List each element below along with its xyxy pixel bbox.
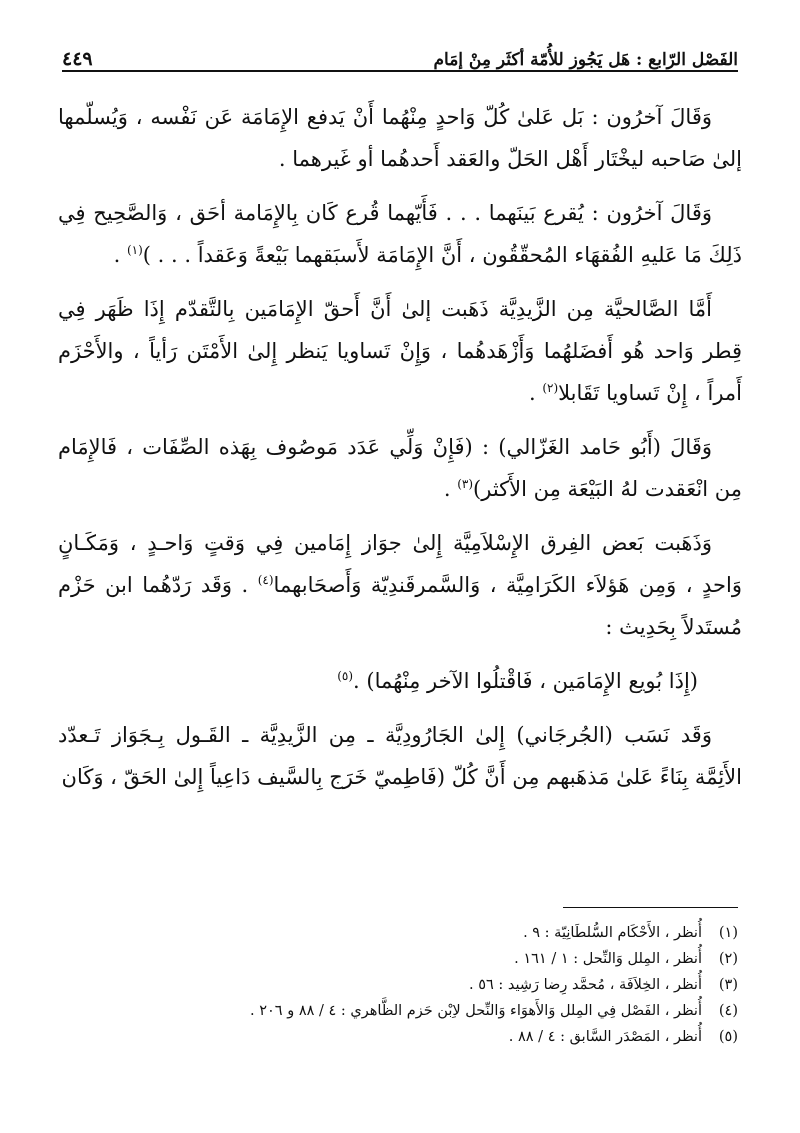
- footnotes: [60, 920, 738, 1050]
- paragraph: وَذَهَبت بَعض الفِرق الإِسْلاَمِيَّة إِلىٰ جوَاز إِمَامين فِي وَقتٍ وَاحـدٍ ، وَمَكَـانٍ وَاحدٍ ، وَمِن هَؤلاَء الكَرَامِيَّة ، وَالسَّمرقَندِيّة وَأَصحَابهما$^{(٤)}$ . وَقَد رَدّهُما ابن حَزْم مُستَدلاً بِحَدِيث :: [58, 531, 742, 639]
- paragraph: وَقَد نَسَب (الجُرجَاني) إِلىٰ الجَارُودِيَّة ـ مِن الزَّيدِيَّة ـ القَـول بِـجَوَاز تَـعدّد الأَئِمَّة بِنَاءً عَلىٰ مَذهَبهم مِن أَنَّ كُلّ (فَاطِميّ خَرَج بِالسَّيف دَاعِياً إِلىٰ الحَقّ ، وَكَان: [58, 723, 742, 789]
- paragraph: وَقَالَ (أَبُو حَامد الغَزّالي) : (فَإِنْ وَلِّي عَدَد مَوصُوف بِهَذه الصِّفَات ، فَالإِمَام مِن انْعَقدت لهُ البَيْعَة مِن الأَكثر)$^{(٣)}$ .: [58, 435, 742, 501]
- footnote: [60, 946, 738, 972]
- paragraph: وَقَالَ آخرُون : يُقرع بَينَهما . . . فَأَيّهما قُرع كَان بِالإِمَامة أحَق ، وَالصَّحِيح فِي ذَلِكَ مَا عَليهِ الفُقهَاء المُحقّقُون ، أَنَّ الإِمَامَة لأَسبَقهما بَيْعةً وَعَقداً . . . )$^{(١)}$ .: [58, 201, 742, 267]
- running-title: الفَصْل الرّابع : هَل يَجُوز للأُمّة أكثَر مِنْ إمَام: [433, 50, 738, 70]
- footnote-marker: (٤): [257, 573, 274, 587]
- footnote-text: أُنظر ، الأَحْكَام السُّلطَانِيّة : ٩ .: [523, 925, 702, 941]
- footnote-text: أُنظر ، المِلل وَالنِّحل : ١ / ١٦١ .: [514, 951, 702, 967]
- footnote-marker: (٣): [457, 477, 474, 491]
- footnote-number: (٢): [718, 951, 738, 967]
- footnote-marker: (٥): [337, 669, 354, 683]
- footnote: [60, 920, 738, 946]
- footnote-number: (٥): [718, 1029, 738, 1045]
- footnote-text: أُنظر ، الفَصْل فِي المِلل وَالأَهوَاء وَالنِّحل لاِبْن حَزم الظَّاهري : ٤ / ٨٨ و ٢٠٦ .: [250, 1003, 702, 1019]
- footnote-number: (٣): [718, 977, 738, 993]
- body-text: [58, 96, 742, 810]
- footnote-text: أُنظر ، المَصْدَر السَّابق : ٤ / ٨٨ .: [508, 1029, 702, 1045]
- footnote-text: أُنظر ، الخِلاَفَة ، مُحمَّد رِضا رَشِيد : ٥٦ .: [468, 977, 702, 993]
- footnote-marker: (٢): [542, 381, 559, 395]
- footnote-marker: (١): [126, 243, 143, 257]
- paragraph: وَقَالَ آخرُون : بَل عَلىٰ كُلّ وَاحدٍ مِنْهُما أَنْ يَدفع الإِمَامَة عَن نَفْسه ، وَيُسلّمها إلىٰ صَاحبه ليخْتَار أَهْل الحَلّ والعَقد أَحدهُما أو غَيرهما .: [58, 105, 742, 171]
- page-number: ٤٤٩: [62, 48, 93, 70]
- footnote-separator: [563, 907, 738, 908]
- paragraph: أَمَّا الصَّالحيَّة مِن الزَّيدِيَّة ذَهَبت إلىٰ أَنَّ أَحقّ الإِمَامَين بِالتَّقدّم إِذَا ظَهَر فِي قِطر وَاحد هُو أَفضَلهُما وَأَزْهَدهُما ، وَإِنْ تَساويا يَنظر إِلىٰ الأَمْتَن رَأياً ، والأَحْزَم أَمراً ، إِنْ تَساويا تَقَابلا$^{(٢)}$ .: [58, 297, 742, 405]
- footnote: [60, 972, 738, 998]
- running-header: [62, 34, 738, 70]
- header-rule: [62, 70, 738, 72]
- footnote-number: (١): [718, 925, 738, 941]
- footnote-number: (٤): [718, 1003, 738, 1019]
- footnote: [60, 998, 738, 1024]
- hadith-quote: (إِذَا بُويع الإِمَامَين ، فَاقْتلُوا الآخر مِنْهُما) .$^{(٥)}$: [337, 669, 698, 693]
- footnote: [60, 1024, 738, 1050]
